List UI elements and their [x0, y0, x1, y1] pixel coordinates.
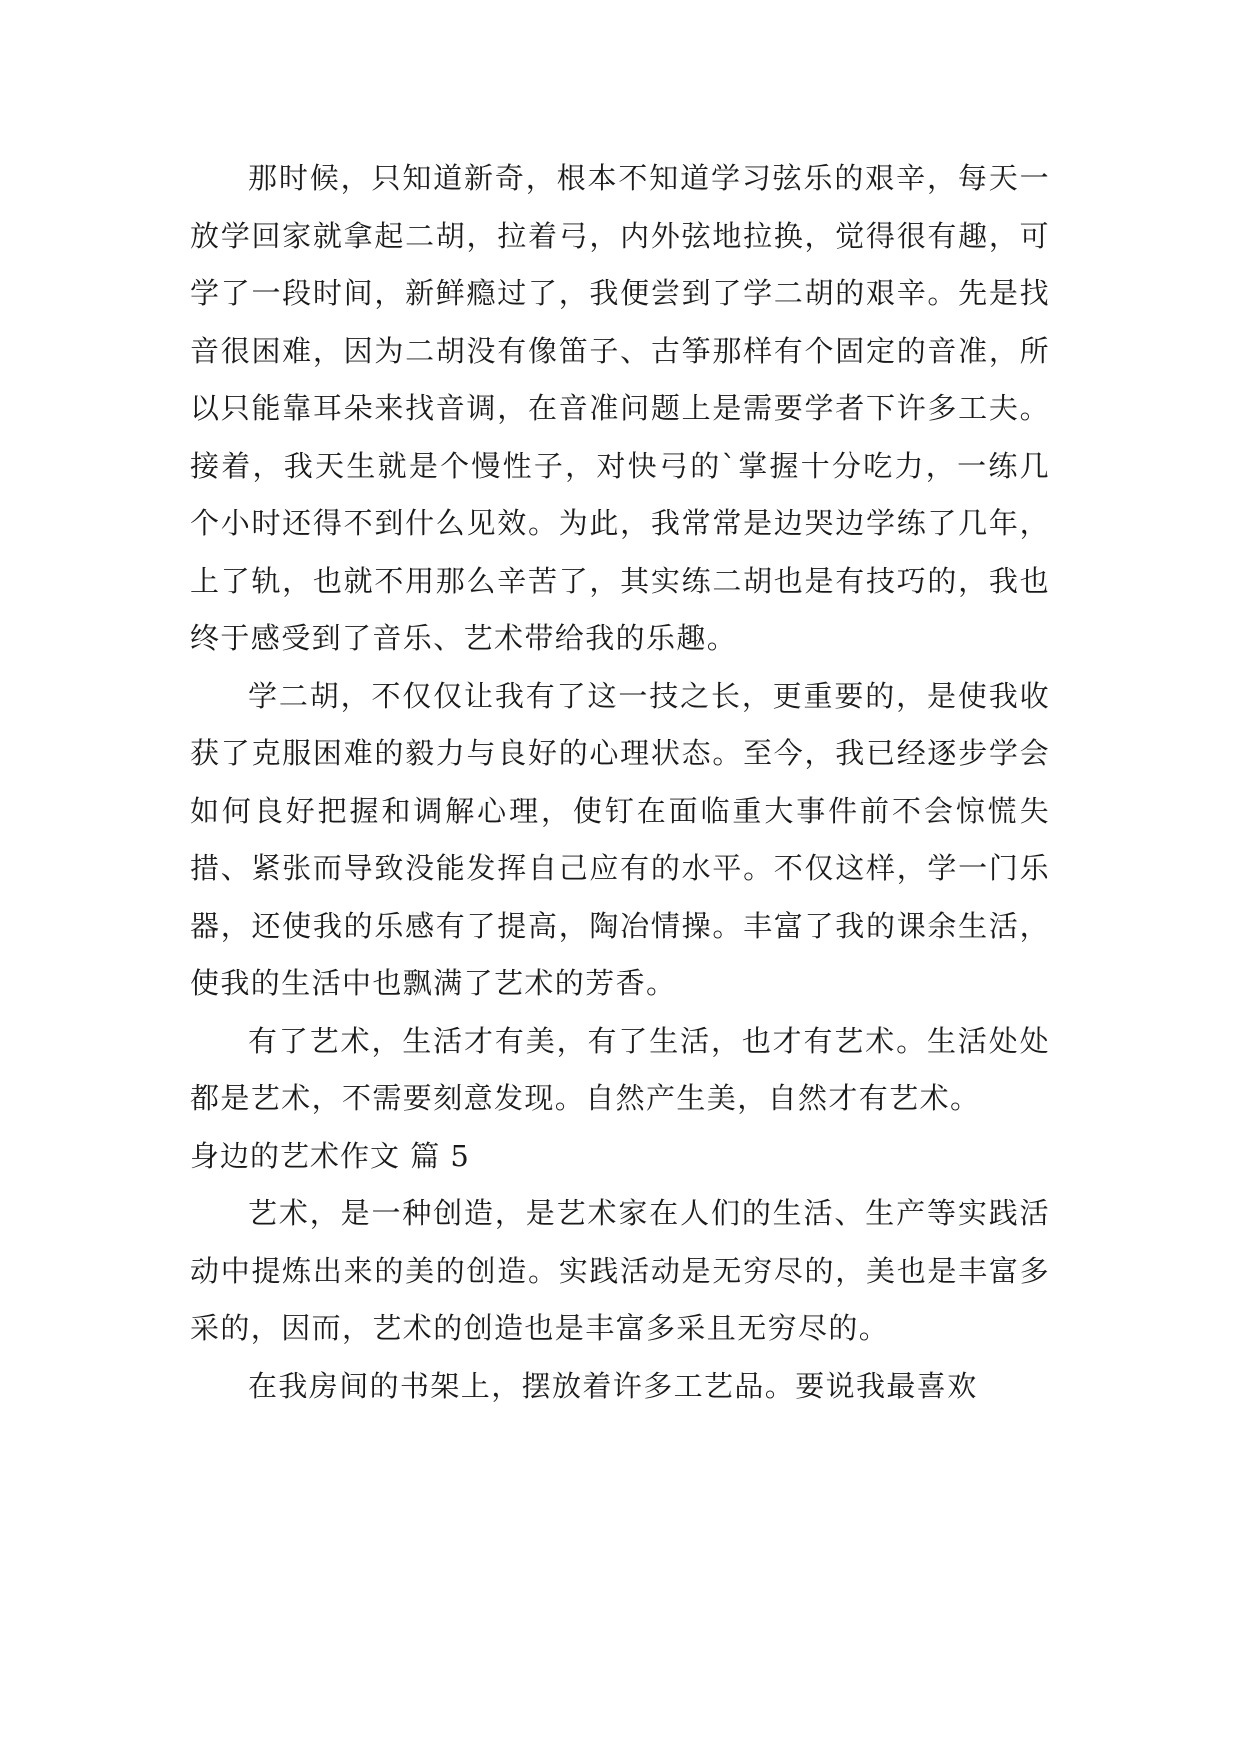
paragraph-art-life: 有了艺术，生活才有美，有了生活，也才有艺术。生活处处都是艺术，不需要刻意发现。自然产生美，自然才有艺术。: [190, 1023, 1050, 1115]
paragraph-erhu-benefits: 学二胡，不仅仅让我有了这一技之长，更重要的，是使我收获了克服困难的毅力与良好的心理状态。至今，我已经逐步学会如何良好把握和调解心理，使钉在面临重大事件前不会惊慌失措、紧张而导致没能发挥自己应有的水平。不仅这样，学一门乐器，还使我的乐感有了提高，陶冶情操。丰富了我的课余生活，使我的生活中也飘满了艺术的芳香。: [190, 678, 1050, 1000]
document-page: [190, 150, 1050, 1415]
paragraph-erhu-hardship: 那时候，只知道新奇，根本不知道学习弦乐的艰辛，每天一放学回家就拿起二胡，拉着弓，内外弦地拉换，觉得很有趣，可学了一段时间，新鲜瘾过了，我便尝到了学二胡的艰辛。先是找音很困难，因为二胡没有像笛子、古筝那样有个固定的音准，所以只能靠耳朵来找音调，在音准问题上是需要学者下许多工夫。接着，我天生就是个慢性子，对快弓的`掌握十分吃力，一练几个小时还得不到什么见效。为此，我常常是边哭边学练了几年，上了轨，也就不用那么辛苦了，其实练二胡也是有技巧的，我也终于感受到了音乐、艺术带给我的乐趣。: [190, 161, 1050, 655]
paragraph-art-creation: 艺术，是一种创造，是艺术家在人们的生活、生产等实践活动中提炼出来的美的创造。实践活动是无穷尽的，美也是丰富多采的，因而，艺术的创造也是丰富多采且无穷尽的。: [190, 1196, 1050, 1345]
section-heading: 身边的艺术作文 篇 5: [190, 1138, 470, 1173]
paragraph-bookshelf: 在我房间的书架上，摆放着许多工艺品。要说我最喜欢: [248, 1368, 978, 1403]
